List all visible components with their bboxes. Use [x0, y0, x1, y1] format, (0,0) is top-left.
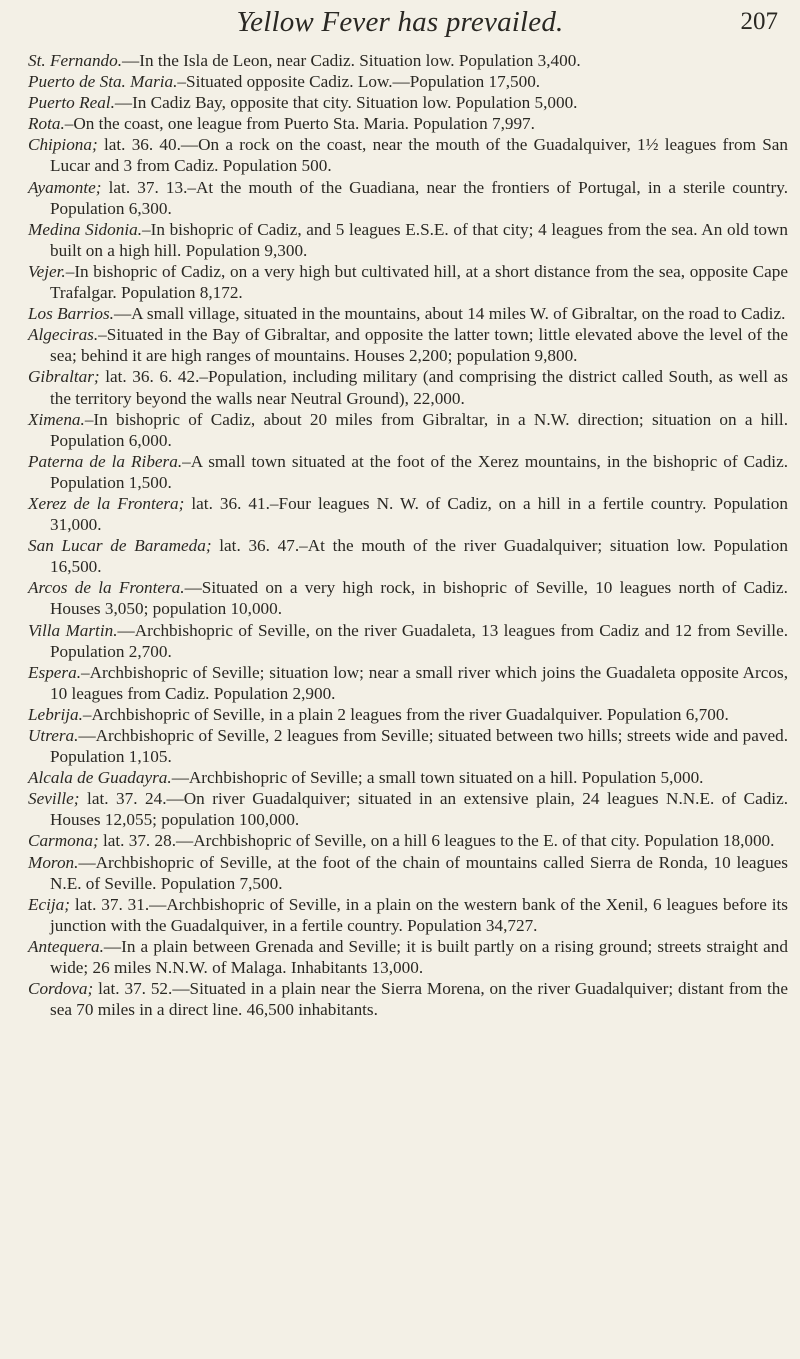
- place-name: Antequera.: [28, 936, 104, 956]
- entry-text: —Archbishopric of Seville; a small town situated on a hill. Population 5,000.: [171, 768, 704, 788]
- running-head: [0, 4, 800, 44]
- entry-text: –Situated in the Bay of Gibraltar, and opposite the latter town; little elevated above the level of the sea; behind it are high ranges of mountains. Houses 2,200; population 9,800.: [50, 325, 788, 366]
- place-name: Carmona;: [28, 831, 99, 851]
- entry-text: —Archbishopric of Seville, 2 leagues from Seville; situated between two hills; streets wide and paved. Population 1,105.: [50, 726, 788, 767]
- running-title: Yellow Fever has prevailed.: [236, 6, 564, 38]
- entry-chipiona: [28, 134, 788, 176]
- entry-text: lat. 37. 28.—Archbishopric of Seville, on a hill 6 leagues to the E. of that city. Population 18,000.: [98, 831, 775, 851]
- place-name: Seville;: [28, 789, 80, 809]
- entry-xerez-de-la-frontera: [28, 493, 788, 535]
- entry-moron: [28, 852, 788, 894]
- entry-ecija: [28, 894, 788, 936]
- entry-text: —Situated on a very high rock, in bishopric of Seville, 10 leagues north of Cadiz. Houses 3,050; population 10,000.: [50, 578, 788, 619]
- entry-text: –In bishopric of Cadiz, and 5 leagues E.S.E. of that city; 4 leagues from the sea. An old town built on a high hill. Population 9,300.: [50, 219, 788, 260]
- entry-text: lat. 37. 52.—Situated in a plain near the Sierra Morena, on the river Guadalquiver; distant from the sea 70 miles in a direct line. 46,500 inhabitants.: [50, 979, 788, 1020]
- entry-text: –A small town situated at the foot of the Xerez mountains, in the bishopric of Cadiz. Population 1,500.: [50, 451, 789, 492]
- entry-villa-martin: [28, 620, 788, 662]
- place-name: Vejer.: [28, 261, 66, 281]
- place-name: Villa Martin.: [28, 620, 118, 640]
- place-name: Moron.: [28, 852, 79, 872]
- entry-text: –Archbishopric of Seville; situation low; near a small river which joins the Guadaleta opposite Arcos, 10 leagues from Cadiz. Population 2,900.: [50, 662, 788, 703]
- place-name: Ximena.: [28, 409, 85, 429]
- place-name: Arcos de la Frontera.: [28, 578, 185, 598]
- page-number: 207: [740, 8, 778, 35]
- entry-algeciras: [28, 324, 788, 366]
- entry-text: –In bishopric of Cadiz, on a very high but cultivated hill, at a short distance from the sea, opposite Cape Trafalgar. Population 8,172.: [50, 261, 788, 303]
- entry-paterna-de-la-ribera: [28, 451, 788, 493]
- place-name: Gibraltar;: [28, 367, 100, 387]
- place-name: Paterna de la Ribera.: [28, 451, 183, 471]
- entry-text: –In bishopric of Cadiz, about 20 miles from Gibraltar, in a N.W. direction; situation on a hill. Population 6,000.: [50, 409, 788, 450]
- entry-medina-sidonia: [28, 219, 788, 261]
- place-name: Medina Sidonia.: [28, 219, 142, 239]
- entry-text: lat. 37. 24.—On river Guadalquiver; situated in an extensive plain, 24 leagues N.N.E. of Cadiz. Houses 12,055; population 100,000.: [50, 789, 788, 830]
- entry-utrera: [28, 725, 788, 767]
- entry-carmona: [28, 830, 788, 851]
- place-name: Ayamonte;: [28, 177, 102, 197]
- place-name: Utrera.: [28, 726, 79, 745]
- entry-rota: [28, 113, 788, 134]
- entry-vejer: [28, 261, 788, 303]
- entry-text: lat. 36. 40.—On a rock on the coast, near the mouth of the Guadalquiver, 1½ leagues from San Lucar and 3 from Cadiz. Population 500.: [50, 135, 788, 176]
- entry-arcos-de-la-frontera: [28, 577, 788, 619]
- entry-text: –Archbishopric of Seville, in a plain 2 leagues from the river Guadalquiver. Population 6,700.: [82, 704, 729, 724]
- entry-text: lat. 36. 47.–At the mouth of the river Guadalquiver; situation low. Population 16,500.: [50, 536, 788, 577]
- entry-text: lat. 37. 13.–At the mouth of the Guadiana, near the frontiers of Portugal, in a sterile country. Population 6,300.: [50, 177, 788, 218]
- place-name: Rota.: [28, 114, 65, 134]
- place-name: Chipiona;: [28, 135, 98, 155]
- entry-text: —Archbishopric of Seville, on the river Guadaleta, 13 leagues from Cadiz and 12 from Seville. Population 2,700.: [50, 620, 788, 661]
- entry-antequera: [28, 936, 788, 978]
- place-name: Espera.: [28, 662, 81, 682]
- entry-st-fernando: [28, 50, 788, 71]
- place-name: Puerto de Sta. Maria.: [28, 72, 178, 92]
- entry-san-lucar-de-barameda: [28, 535, 788, 577]
- entry-text: lat. 36. 41.–Four leagues N. W. of Cadiz, on a hill in a fertile country. Population 31,000.: [50, 493, 788, 535]
- entry-cordova: [28, 978, 788, 1020]
- entry-los-barrios: [28, 303, 788, 324]
- entry-text: —In a plain between Grenada and Seville; it is built partly on a rising ground; streets straight and wide; 26 miles N.N.W. of Malaga. Inhabitants 13,000.: [50, 936, 788, 978]
- entry-puerto-de-sta-maria: [28, 71, 788, 92]
- place-name: San Lucar de Barameda;: [28, 536, 212, 556]
- entry-ximena: [28, 409, 788, 451]
- place-name: Ecija;: [28, 894, 70, 914]
- entry-puerto-real: [28, 92, 788, 113]
- entry-text: —A small village, situated in the mountains, about 14 miles W. of Gibraltar, on the road to Cadiz.: [113, 304, 786, 324]
- entry-alcala-de-guadayra: [28, 767, 788, 788]
- place-name: Alcala de Guadayra.: [28, 768, 172, 788]
- entry-text: —In the Isla de Leon, near Cadiz. Situation low. Population 3,400.: [122, 51, 581, 70]
- place-name: Puerto Real.: [28, 93, 115, 113]
- place-name: Algeciras.: [28, 325, 99, 345]
- entry-text: lat. 36. 6. 42.–Population, including military (and comprising the district called South, as well as the territory beyond the walls near Neutral Ground), 22,000.: [50, 367, 788, 408]
- gazetteer-text: [28, 50, 788, 1020]
- entry-espera: [28, 662, 788, 704]
- entry-text: lat. 37. 31.—Archbishopric of Seville, in a plain on the western bank of the Xenil, 6 leagues before its junction with the Guadalquiver, in a fertile country. Population 34,727.: [50, 894, 788, 935]
- place-name: Cordova;: [28, 979, 94, 999]
- place-name: Los Barrios.: [28, 304, 114, 324]
- entry-lebrija: [28, 704, 788, 725]
- place-name: St. Fernando.: [28, 51, 123, 70]
- place-name: Xerez de la Frontera;: [28, 493, 185, 513]
- entry-text: —Archbishopric of Seville, at the foot of the chain of mountains called Sierra de Ronda, 10 leagues N.E. of Seville. Population 7,500.: [50, 852, 788, 893]
- entry-text: –On the coast, one league from Puerto Sta. Maria. Population 7,997.: [64, 114, 535, 134]
- place-name: Lebrija.: [28, 704, 83, 724]
- entry-gibraltar: [28, 366, 788, 408]
- entry-text: –Situated opposite Cadiz. Low.—Population 17,500.: [177, 72, 541, 92]
- entry-ayamonte: [28, 177, 788, 219]
- entry-seville: [28, 788, 788, 830]
- entry-text: —In Cadiz Bay, opposite that city. Situation low. Population 5,000.: [114, 93, 578, 113]
